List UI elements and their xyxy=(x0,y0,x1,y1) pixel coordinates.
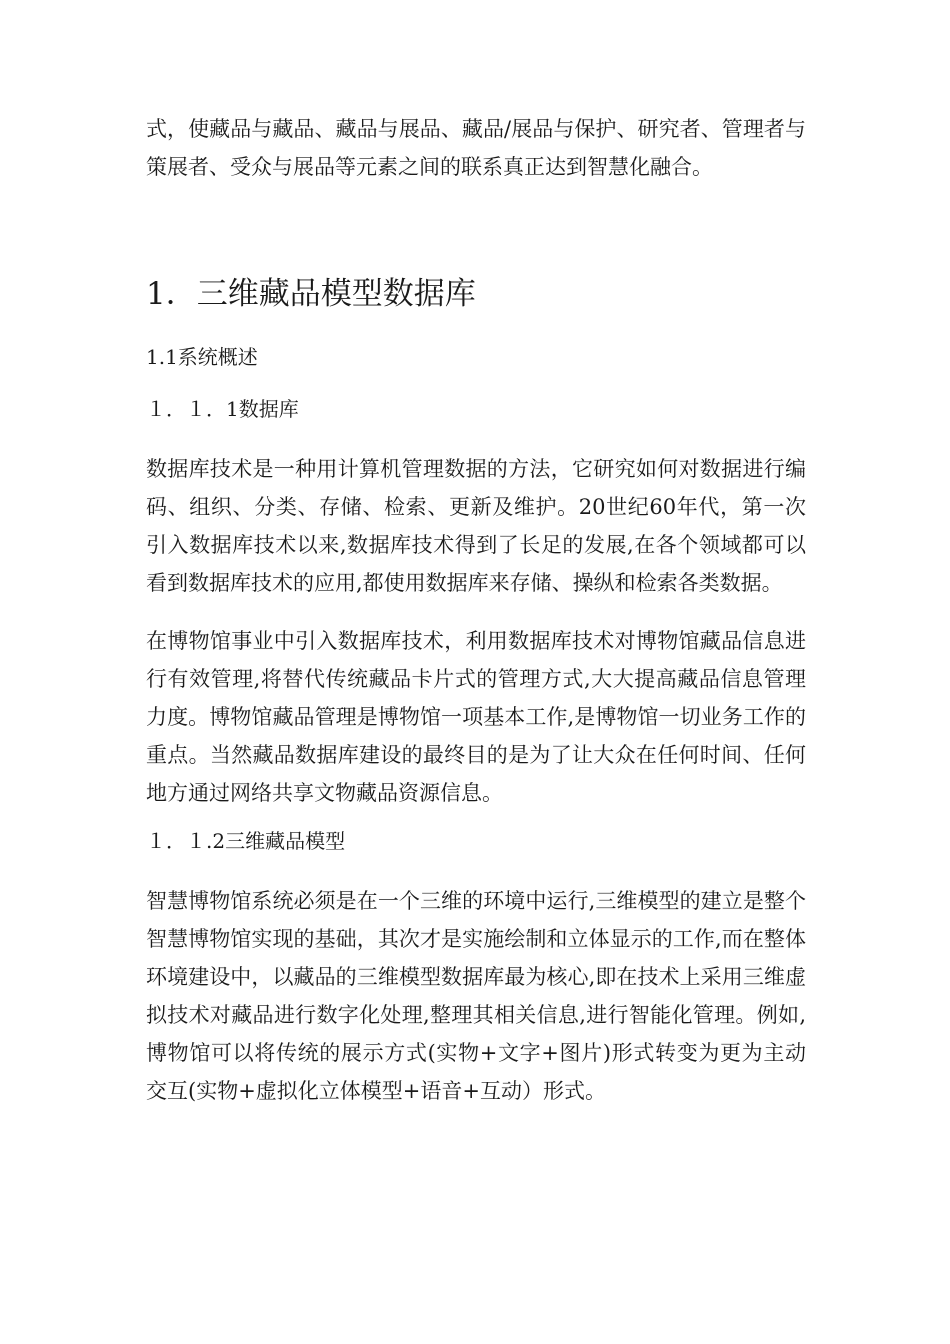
intro-paragraph: 式，使藏品与藏品、藏品与展品、藏品/展品与保护、研究者、管理者与策展者、受众与展品等元素之间的联系真正达到智慧化融合。 xyxy=(146,117,806,179)
model-paragraph: 智慧博物馆系统必须是在一个三维的环境中运行,三维模型的建立是整个智慧博物馆实现的基础，其次才是实施绘制和立体显示的工作,而在整体环境建设中，以藏品的三维模型数据库最为核心,即在技术上采用三维虚拟技术对藏品进行数字化处理,整理其相关信息,进行智能化管理。例如,博物馆可以将传统的展示方式(实物+文字+图片)形式转变为更为主动交互(实物+虚拟化立体模型+语音+互动）形式。 xyxy=(146,889,806,1103)
model-heading: １．１.2三维藏品模型 xyxy=(146,829,346,853)
subsection-heading: 1.1系统概述 xyxy=(146,345,258,369)
database-paragraph-2: 在博物馆事业中引入数据库技术，利用数据库技术对博物馆藏品信息进行有效管理,将替代传统藏品卡片式的管理方式,大大提高藏品信息管理力度。博物馆藏品管理是博物馆一项基本工作,是博物馆一切业务工作的重点。当然藏品数据库建设的最终目的是为了让大众在任何时间、任何地方通过网络共享文物藏品资源信息。 xyxy=(146,629,806,805)
database-paragraph-1: 数据库技术是一种用计算机管理数据的方法，它研究如何对数据进行编码、组织、分类、存储、检索、更新及维护。20世纪60年代，第一次引入数据库技术以来,数据库技术得到了长足的发展,在各个领域都可以看到数据库技术的应用,都使用数据库来存储、操纵和检索各类数据。 xyxy=(146,457,806,595)
document-page xyxy=(146,110,806,1110)
database-heading: １．１．1数据库 xyxy=(146,397,299,421)
section-heading: 1．三维藏品模型数据库 xyxy=(146,276,476,312)
